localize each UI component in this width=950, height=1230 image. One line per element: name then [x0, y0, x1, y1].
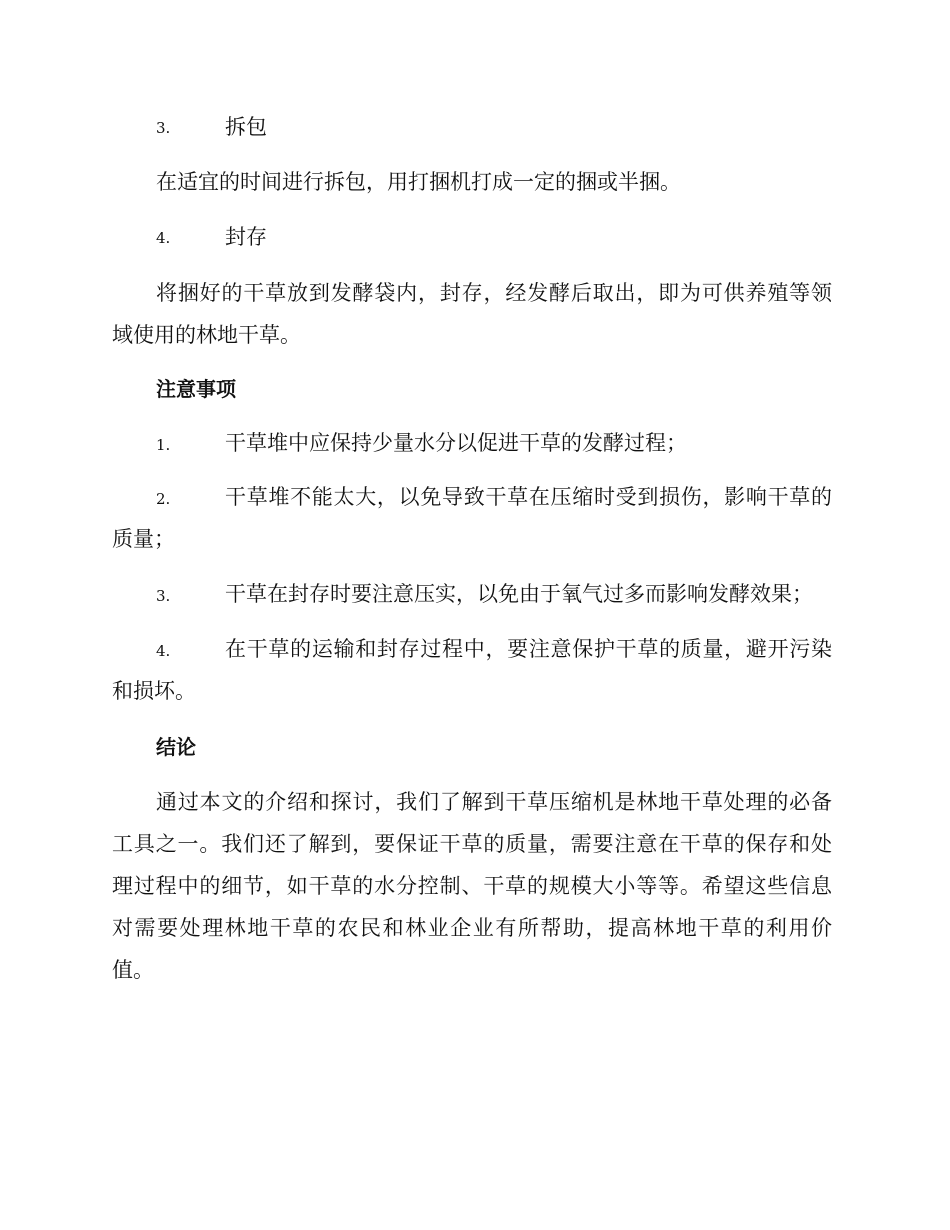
note-2-text-line-1: 干草堆不能太大，以免导致干草在压缩时受到损伤，影响干草的 — [225, 485, 832, 509]
note-2-text-line-2: 质量； — [112, 527, 175, 551]
note-1-number: 1. — [156, 436, 171, 454]
step-3-number: 3. — [156, 119, 171, 137]
note-4-text-line-2: 和损坏。 — [112, 679, 196, 703]
conclusion-line-3: 理过程中的细节，如干草的水分控制、干草的规模大小等等。希望这些信息 — [112, 874, 832, 898]
step-4-title: 封存 — [225, 225, 267, 249]
step-4-number: 4. — [156, 229, 171, 247]
conclusion-line-2: 工具之一。我们还了解到，要保证干草的质量，需要注意在干草的保存和处 — [112, 832, 832, 856]
conclusion-line-1: 通过本文的介绍和探讨，我们了解到干草压缩机是林地干草处理的必备 — [156, 790, 832, 814]
note-3-number: 3. — [156, 587, 171, 605]
step-4-body-line-1: 将捆好的干草放到发酵袋内，封存，经发酵后取出，即为可供养殖等领 — [156, 281, 832, 305]
note-1-text: 干草堆中应保持少量水分以促进干草的发酵过程； — [225, 431, 687, 455]
step-3-title: 拆包 — [225, 115, 267, 139]
conclusion-line-5: 值。 — [112, 958, 154, 982]
step-3-body: 在适宜的时间进行拆包，用打捆机打成一定的捆或半捆。 — [156, 170, 681, 194]
note-2-number: 2. — [156, 490, 171, 508]
note-4-number: 4. — [156, 642, 171, 660]
note-4-text-line-1: 在干草的运输和封存过程中，要注意保护干草的质量，避开污染 — [225, 637, 832, 661]
conclusion-heading: 结论 — [156, 735, 196, 759]
conclusion-line-4: 对需要处理林地干草的农民和林业企业有所帮助，提高林地干草的利用价 — [112, 916, 832, 940]
step-4-body-line-2: 域使用的林地干草。 — [112, 323, 301, 347]
note-3-text: 干草在封存时要注意压实，以免由于氧气过多而影响发酵效果； — [225, 582, 813, 606]
notes-heading: 注意事项 — [156, 377, 236, 401]
